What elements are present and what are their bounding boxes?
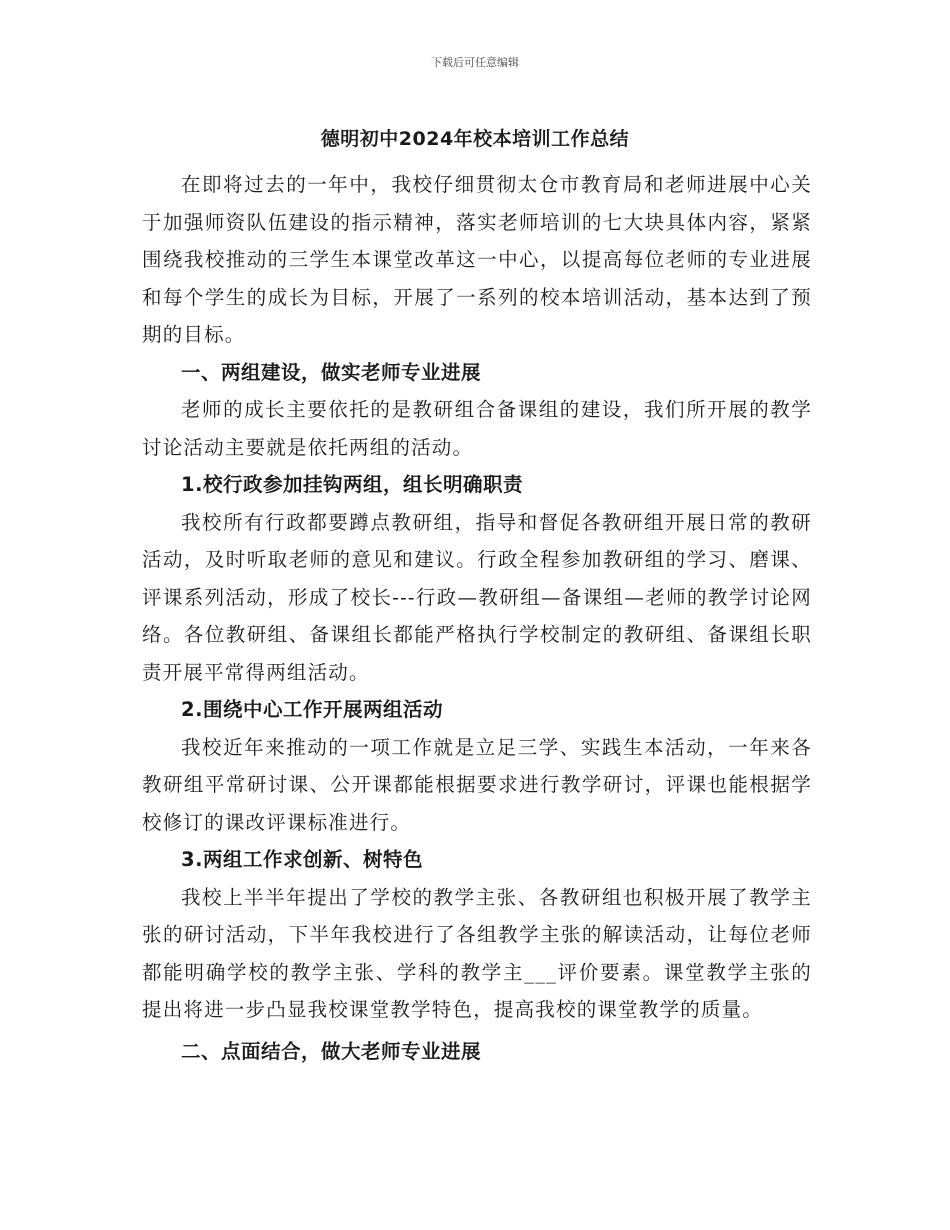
- subsection-1-heading: 1.校行政参加挂钩两组，组长明确职责: [181, 473, 523, 496]
- section-1-paragraph: 老师的成长主要依托的是教研组合备课组的建设，我们所开展的教学讨论活动主要就是依托两组的活动。: [142, 398, 812, 459]
- subsection-3-heading: 3.两组工作求创新、树特色: [181, 848, 423, 871]
- section-2-heading: 二、点面结合，做大老师专业进展: [181, 1039, 482, 1063]
- subsection-2-paragraph: 我校近年来推动的一项工作就是立足三学、实践生本活动，一年来各教研组平常研讨课、公开课都能根据要求进行教学研讨，评课也能根据学校修订的课改评课标准进行。: [142, 735, 812, 834]
- document-title: 德明初中2024年校本培训工作总结: [320, 128, 630, 150]
- document-body: [142, 166, 812, 1070]
- subsection-1-paragraph: 我校所有行政都要蹲点教研组，指导和督促各教研组开展日常的教研活动，及时听取老师的意见和建议。行政全程参加教研组的学习、磨课、评课系列活动，形成了校长---行政—教研组—备课组—老师的教学讨论网络。各位教研组、备课组长都能严格执行学校制定的教研组、备课组长职责开展平常得两组活动。: [142, 510, 812, 684]
- intro-paragraph: 在即将过去的一年中，我校仔细贯彻太仓市教育局和老师进展中心关于加强师资队伍建设的指示精神，落实老师培训的七大块具体内容，紧紧围绕我校推动的三学生本课堂改革这一中心，以提高每位老师的专业进展和每个学生的成长为目标，开展了一系列的校本培训活动，基本达到了预期的目标。: [142, 173, 812, 346]
- subsection-2-heading: 2.围绕中心工作开展两组活动: [181, 698, 443, 721]
- section-1-heading: 一、两组建设，做实老师专业进展: [181, 360, 482, 384]
- subsection-3-paragraph: 我校上半半年提出了学校的教学主张、各教研组也积极开展了教学主张的研讨活动，下半年我校进行了各组教学主张的解读活动，让每位老师都能明确学校的教学主张、学科的教学主___评价要素。课堂教学主张的提出将进一步凸显我校课堂教学特色，提高我校的课堂教学的质量。: [142, 885, 812, 1021]
- header-note: 下载后可任意编辑: [431, 56, 519, 69]
